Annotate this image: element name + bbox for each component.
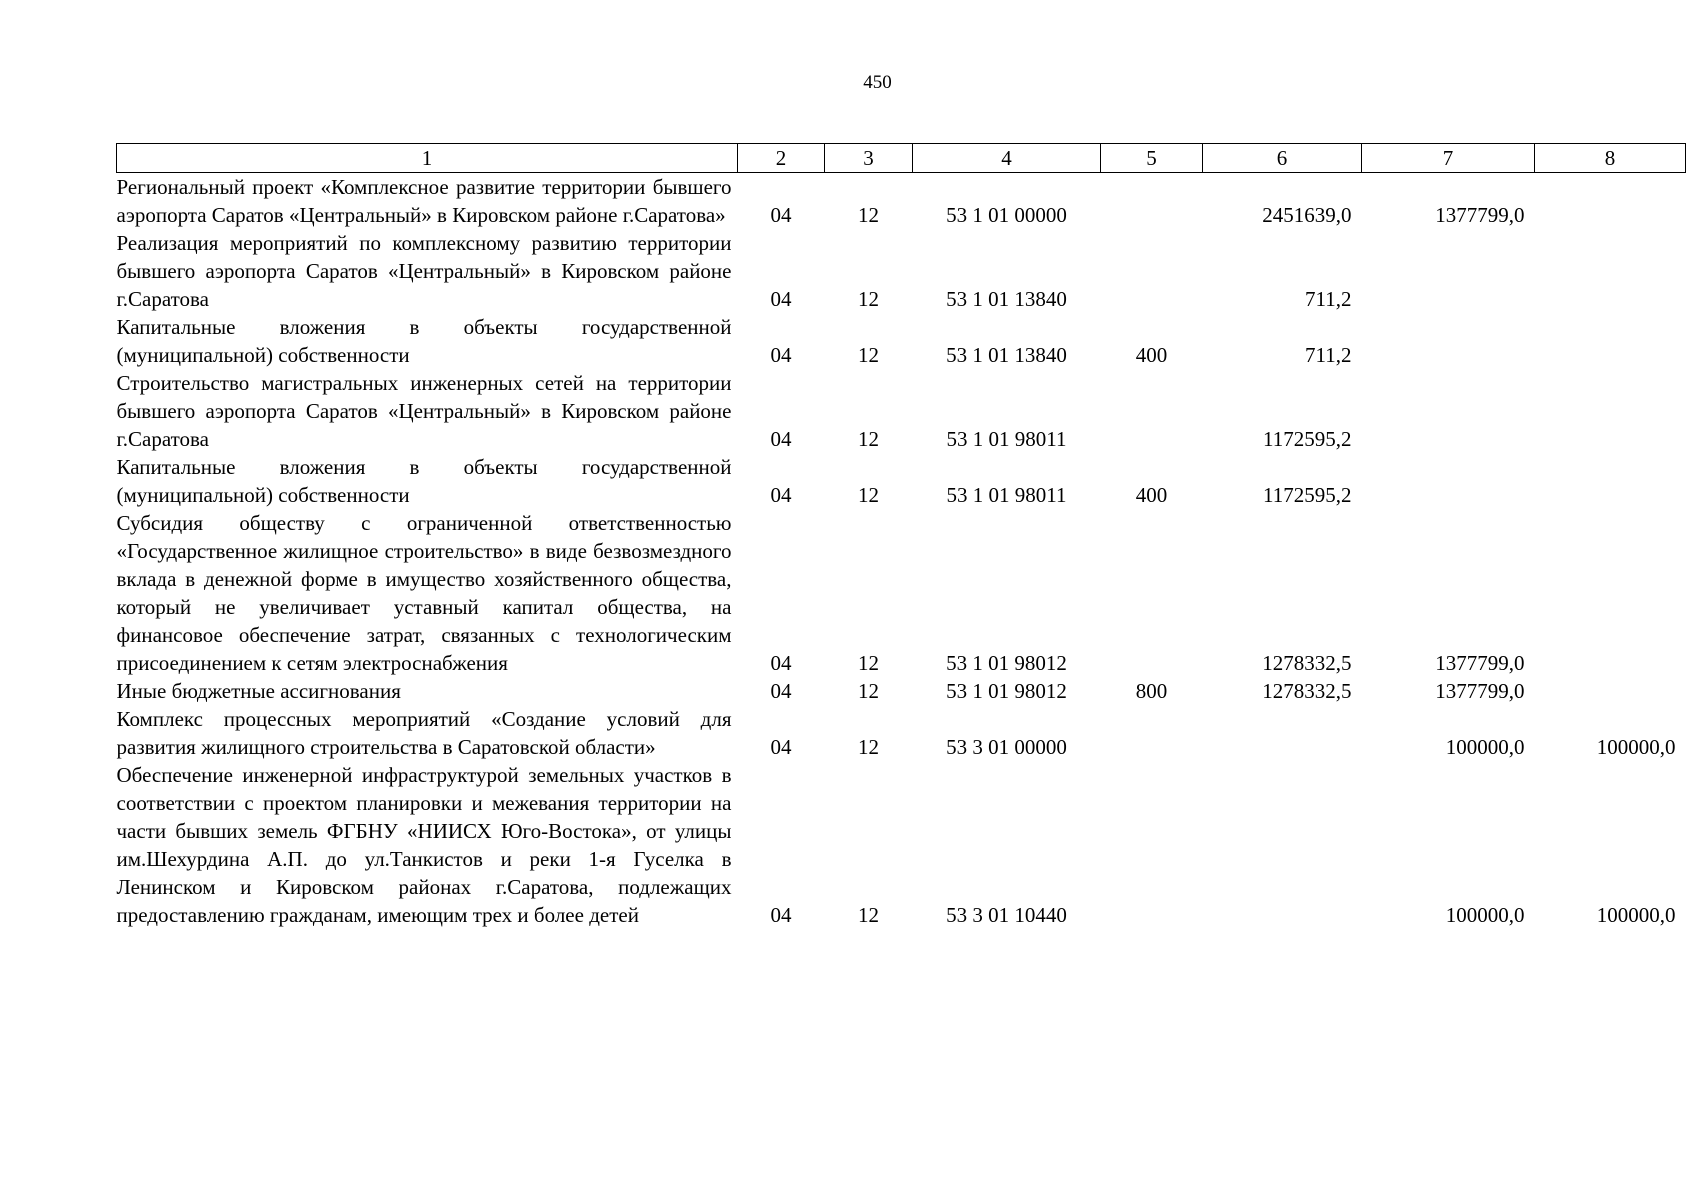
row-description: Реализация мероприятий по комплексному развитию территории бывшего аэропорта Саратов «Центральный» в Кировском районе г.Саратова <box>116 231 732 311</box>
expense-type-code: 800 <box>1135 679 1168 703</box>
subsection-code: 12 <box>858 735 879 759</box>
amount-2024: 100000,0 <box>1445 735 1525 759</box>
amount-2025 <box>1535 369 1686 453</box>
expense-type-code <box>1101 761 1203 929</box>
amount-2023 <box>1203 705 1362 761</box>
table-row <box>117 509 1686 677</box>
row-description: Субсидия обществу с ограниченной ответственностью «Государственное жилищное строительство» в виде безвозмездного вклада в денежной форме в имущество хозяйственного общества, который не увеличивает уставный капитал общества, на финансовое обеспечение затрат, связанных с технологическим присоединением к сетям электроснабжения <box>116 511 732 675</box>
col-header-5: 5 <box>1101 144 1203 173</box>
table-row <box>117 229 1686 313</box>
row-description: Иные бюджетные ассигнования <box>116 679 401 703</box>
table-row <box>117 369 1686 453</box>
amount-2024: 1377799,0 <box>1435 651 1525 675</box>
amount-2024 <box>1362 313 1535 369</box>
amount-2023: 1278332,5 <box>1262 651 1352 675</box>
table-row <box>117 705 1686 761</box>
subsection-code: 12 <box>858 483 879 507</box>
section-code: 04 <box>770 427 792 451</box>
expense-type-code <box>1101 229 1203 313</box>
target-article-code: 53 1 01 98012 <box>946 651 1067 675</box>
amount-2025 <box>1535 313 1686 369</box>
expense-type-code <box>1101 173 1203 230</box>
amount-2023 <box>1203 761 1362 929</box>
expense-type-code <box>1101 369 1203 453</box>
row-description: Капитальные вложения в объекты государственной (муниципальной) собственности <box>116 315 732 367</box>
row-description: Комплекс процессных мероприятий «Создание условий для развития жилищного строительства в Саратовской области» <box>116 707 732 759</box>
amount-2023: 711,2 <box>1305 343 1352 367</box>
amount-2025 <box>1535 173 1686 230</box>
amount-2025: 100000,0 <box>1596 735 1676 759</box>
table-row <box>117 677 1686 705</box>
amount-2025 <box>1535 509 1686 677</box>
target-article-code: 53 1 01 13840 <box>946 343 1067 367</box>
amount-2024 <box>1362 453 1535 509</box>
col-header-2: 2 <box>738 144 825 173</box>
section-code: 04 <box>770 735 792 759</box>
amount-2023: 1172595,2 <box>1263 427 1352 451</box>
section-code: 04 <box>770 287 792 311</box>
row-description: Региональный проект «Комплексное развитие территории бывшего аэропорта Саратов «Центральный» в Кировском районе г.Саратова» <box>116 175 732 227</box>
section-code: 04 <box>770 651 792 675</box>
section-code: 04 <box>770 483 792 507</box>
section-code: 04 <box>770 343 792 367</box>
target-article-code: 53 1 01 98012 <box>946 679 1067 703</box>
amount-2024: 100000,0 <box>1445 903 1525 927</box>
amount-2023: 1172595,2 <box>1263 483 1352 507</box>
amount-2024: 1377799,0 <box>1435 679 1525 703</box>
target-article-code: 53 1 01 13840 <box>946 287 1067 311</box>
subsection-code: 12 <box>858 287 879 311</box>
col-header-1: 1 <box>117 144 738 173</box>
amount-2024 <box>1362 369 1535 453</box>
subsection-code: 12 <box>858 427 879 451</box>
col-header-4: 4 <box>913 144 1101 173</box>
col-header-8: 8 <box>1535 144 1686 173</box>
col-header-7: 7 <box>1362 144 1535 173</box>
col-header-3: 3 <box>825 144 913 173</box>
row-description: Капитальные вложения в объекты государственной (муниципальной) собственности <box>116 455 732 507</box>
amount-2023: 2451639,0 <box>1262 203 1352 227</box>
budget-table <box>116 143 1686 929</box>
amount-2023: 711,2 <box>1305 287 1352 311</box>
subsection-code: 12 <box>858 203 879 227</box>
section-code: 04 <box>770 903 792 927</box>
table-row <box>117 453 1686 509</box>
amount-2025 <box>1535 229 1686 313</box>
target-article-code: 53 3 01 00000 <box>946 735 1067 759</box>
amount-2025 <box>1535 453 1686 509</box>
col-header-6: 6 <box>1203 144 1362 173</box>
target-article-code: 53 1 01 98011 <box>946 483 1067 507</box>
subsection-code: 12 <box>858 343 879 367</box>
table-row <box>117 173 1686 230</box>
expense-type-code: 400 <box>1135 483 1168 507</box>
subsection-code: 12 <box>858 651 879 675</box>
target-article-code: 53 1 01 00000 <box>946 203 1067 227</box>
amount-2025: 100000,0 <box>1596 903 1676 927</box>
amount-2023: 1278332,5 <box>1262 679 1352 703</box>
subsection-code: 12 <box>858 679 879 703</box>
target-article-code: 53 3 01 10440 <box>946 903 1067 927</box>
target-article-code: 53 1 01 98011 <box>946 427 1067 451</box>
expense-type-code: 400 <box>1135 343 1168 367</box>
table-header-row <box>117 144 1686 173</box>
subsection-code: 12 <box>858 903 879 927</box>
table-row <box>117 761 1686 929</box>
section-code: 04 <box>770 203 792 227</box>
expense-type-code <box>1101 509 1203 677</box>
row-description: Строительство магистральных инженерных сетей на территории бывшего аэропорта Саратов «Центральный» в Кировском районе г.Саратова <box>116 371 732 451</box>
amount-2024: 1377799,0 <box>1435 203 1525 227</box>
table-row <box>117 313 1686 369</box>
expense-type-code <box>1101 705 1203 761</box>
page-number: 450 <box>863 72 892 93</box>
amount-2024 <box>1362 229 1535 313</box>
section-code: 04 <box>770 679 792 703</box>
amount-2025 <box>1535 677 1686 705</box>
row-description: Обеспечение инженерной инфраструктурой земельных участков в соответствии с проектом планировки и межевания территории на части бывших земель ФГБНУ «НИИСХ Юго-Востока», от улицы им.Шехурдина А.П. до ул.Танкистов и реки 1-я Гуселка в Ленинском и Кировском районах г.Саратова, подлежащих предоставлению гражданам, имеющим трех и более детей <box>116 763 732 927</box>
